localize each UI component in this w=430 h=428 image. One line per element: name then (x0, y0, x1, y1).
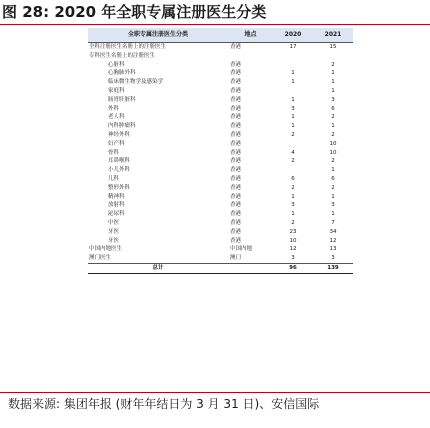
row-value-2020 (273, 52, 313, 61)
row-category: 肠胃肝脏科 (108, 96, 136, 103)
row-category: 泌尿科 (108, 211, 125, 218)
row-value-2021: 2 (331, 184, 335, 191)
row-value-2020: 6 (291, 175, 295, 182)
row-value-2020: 1 (291, 96, 295, 103)
row-category: 神经外科 (108, 131, 131, 138)
row-value-2021: 3 (331, 202, 335, 209)
row-location: 香港 (230, 70, 242, 77)
row-value-2021: 6 (331, 175, 335, 182)
table-row (88, 43, 353, 52)
header-2021: 2021 (324, 30, 342, 38)
row-value-2021: 1 (331, 79, 335, 86)
table-row (88, 61, 353, 70)
row-value-2021: 2 (331, 158, 335, 165)
total-2021: 139 (313, 263, 353, 273)
row-value-2020: 23 (289, 228, 297, 235)
row-value-2020: 2 (291, 158, 295, 165)
row-category: 心胸肺外科 (108, 70, 136, 77)
row-category: 专科医生名册上的注册医生 (89, 52, 156, 59)
figure-title: 图 28: 2020 年全职专属注册医生分类 (2, 3, 267, 21)
row-value-2020: 1 (291, 70, 295, 77)
row-location: 香港 (230, 61, 242, 68)
row-value-2020: 1 (291, 123, 295, 130)
row-location: 香港 (230, 237, 242, 244)
row-value-2020: 3 (291, 255, 295, 262)
table-row (88, 245, 353, 254)
row-location (228, 52, 273, 61)
row-location: 香港 (230, 114, 242, 121)
doctor-category-table (88, 28, 353, 274)
row-value-2021: 13 (329, 246, 337, 253)
table-row (88, 175, 353, 184)
row-value-2020: 3 (291, 202, 295, 209)
table-row (88, 131, 353, 140)
row-value-2021: 34 (329, 228, 337, 235)
header-location: 地点 (244, 30, 257, 38)
row-value-2020: 2 (291, 219, 295, 226)
row-location: 香港 (230, 219, 242, 226)
row-location: 香港 (230, 158, 242, 165)
row-category: 牙医 (108, 237, 120, 244)
row-value-2020: 1 (291, 114, 295, 121)
row-value-2021: 1 (331, 70, 335, 77)
row-category: 老人科 (108, 114, 125, 121)
table-row (88, 87, 353, 96)
row-value-2021: 2 (331, 114, 335, 121)
source-note: 数据来源: 集团年报 (财年年结日为 3 月 31 日)、安信国际 (8, 397, 320, 411)
table-row (88, 149, 353, 158)
row-category: 骨科 (108, 149, 120, 156)
row-category: 牙医 (108, 228, 120, 235)
row-category: 家庭科 (108, 87, 125, 94)
row-value-2020: 3 (291, 105, 295, 112)
row-category: 整形外科 (108, 184, 131, 191)
table-row (88, 254, 353, 263)
table-row (88, 69, 353, 78)
row-value-2021: 12 (329, 237, 337, 244)
row-value-2020: 2 (291, 131, 295, 138)
row-location: 香港 (230, 211, 242, 218)
row-category: 妇产科 (108, 140, 125, 147)
table-row (88, 113, 353, 122)
row-value-2021: 2 (331, 131, 335, 138)
row-category: 全科注册医生名册上的注册医生 (88, 43, 228, 52)
table-row (88, 78, 353, 87)
row-value-2020: 12 (289, 246, 297, 253)
row-value-2021: 1 (331, 123, 335, 130)
table-row (88, 166, 353, 175)
table-row (88, 193, 353, 202)
table-header-row (88, 28, 353, 43)
row-location: 香港 (230, 96, 242, 103)
row-value-2021: 1 (331, 193, 335, 200)
row-value-2021 (313, 52, 353, 61)
row-value-2021: 1 (331, 87, 335, 94)
table-body (88, 43, 353, 274)
total-2020: 96 (273, 263, 313, 273)
row-value-2020: 1 (291, 79, 295, 86)
row-location: 香港 (230, 167, 242, 174)
table-row (88, 140, 353, 149)
row-value-2020 (273, 140, 313, 149)
row-location: 中国内地 (230, 246, 253, 253)
row-category: 外科 (108, 105, 120, 112)
table-row (88, 201, 353, 210)
row-category: 小儿外科 (108, 167, 131, 174)
row-value-2020: 2 (291, 184, 295, 191)
row-category: 耳鼻喉科 (108, 158, 131, 165)
row-location: 香港 (230, 105, 242, 112)
row-location: 香港 (228, 43, 273, 52)
row-location: 香港 (230, 79, 242, 86)
doctor-category-table-container (88, 28, 353, 274)
row-value-2020: 1 (291, 193, 295, 200)
table-row (88, 219, 353, 228)
row-location: 香港 (230, 140, 242, 147)
row-category: 放射科 (108, 202, 125, 209)
row-location: 香港 (230, 228, 242, 235)
row-category: 中国内地医生 (89, 246, 123, 253)
title-divider (0, 24, 430, 25)
row-value-2020: 10 (289, 237, 297, 244)
row-value-2021: 10 (329, 140, 337, 147)
row-category: 中医 (108, 219, 120, 226)
row-value-2020: 17 (273, 43, 313, 52)
header-category: 全职专属注册医生分类 (127, 30, 188, 38)
row-value-2021: 3 (331, 96, 335, 103)
row-category: 内科肿瘤科 (108, 123, 136, 130)
row-value-2020: 1 (291, 211, 295, 218)
total-location (228, 263, 273, 273)
row-value-2021: 3 (331, 255, 335, 262)
row-location: 香港 (230, 131, 242, 138)
total-label: 总计 (88, 263, 228, 273)
row-location: 香港 (230, 87, 242, 94)
table-row (88, 228, 353, 237)
row-location: 香港 (230, 149, 242, 156)
table-row (88, 184, 353, 193)
row-category: 心脏科 (108, 61, 125, 68)
row-value-2020 (273, 87, 313, 96)
row-value-2021: 15 (313, 43, 353, 52)
row-value-2020: 4 (291, 149, 295, 156)
row-value-2021: 10 (329, 149, 337, 156)
row-category: 儿科 (108, 175, 120, 182)
table-row (88, 105, 353, 114)
row-value-2021: 2 (331, 61, 335, 68)
row-location: 澳门 (230, 255, 242, 262)
row-value-2021: 6 (331, 105, 335, 112)
row-location: 香港 (230, 123, 242, 130)
row-category: 澳门医生 (89, 255, 112, 262)
row-location: 香港 (230, 184, 242, 191)
row-value-2020 (273, 166, 313, 175)
table-row (88, 210, 353, 219)
row-location: 香港 (230, 193, 242, 200)
table-row (88, 237, 353, 246)
total-row (88, 263, 353, 273)
row-category: 精神科 (108, 193, 125, 200)
row-value-2021: 1 (331, 167, 335, 174)
row-value-2020 (273, 61, 313, 70)
source-divider (0, 392, 430, 393)
header-2020: 2020 (284, 30, 302, 38)
table-row (88, 157, 353, 166)
row-location: 香港 (230, 202, 242, 209)
table-row (88, 122, 353, 131)
row-category: 临床微生物学及感染学 (108, 79, 164, 86)
row-value-2021: 7 (331, 219, 335, 226)
row-location: 香港 (230, 175, 242, 182)
row-value-2021: 1 (331, 211, 335, 218)
table-row (88, 52, 353, 61)
table-row (88, 96, 353, 105)
